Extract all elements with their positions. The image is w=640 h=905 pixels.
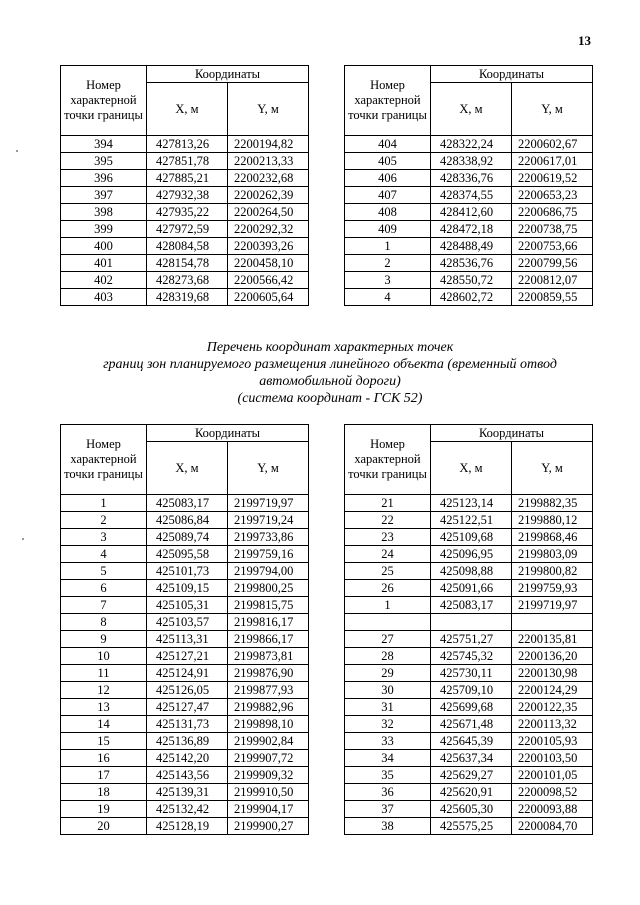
table-row — [61, 750, 309, 767]
table-row — [61, 733, 309, 750]
point-number-cell: 22 — [345, 512, 431, 529]
x-coordinate-cell: 425629,27 — [431, 767, 512, 784]
y-coordinate-cell: 2199907,72 — [228, 750, 309, 767]
point-number-cell: 38 — [345, 818, 431, 835]
x-coordinate-cell: 428602,72 — [431, 289, 512, 306]
y-coordinate-cell: 2200859,55 — [512, 289, 593, 306]
point-number-cell: 13 — [61, 699, 147, 716]
scan-speck — [22, 538, 24, 540]
point-number-cell: 401 — [61, 255, 147, 272]
x-coordinate-cell: 425105,31 — [147, 597, 228, 614]
point-number-cell: 15 — [61, 733, 147, 750]
y-coordinate-cell: 2200135,81 — [512, 631, 593, 648]
y-coordinate-cell: 2200103,50 — [512, 750, 593, 767]
x-coordinate-cell: 425089,74 — [147, 529, 228, 546]
y-coordinate-cell: 2200605,64 — [228, 289, 309, 306]
page-number: 13 — [578, 33, 591, 48]
table-row — [61, 784, 309, 801]
point-number-cell: 7 — [61, 597, 147, 614]
table-caption — [50, 339, 610, 407]
y-coordinate-cell: 2200264,50 — [228, 204, 309, 221]
table-row — [345, 512, 593, 529]
coords-table-top-right — [344, 65, 593, 306]
y-coordinate-cell — [512, 614, 593, 631]
table-row — [61, 272, 309, 289]
point-number-cell: 19 — [61, 801, 147, 818]
caption-line-3: автомобильной дороги) — [259, 374, 401, 389]
x-coordinate-cell: 428472,18 — [431, 221, 512, 238]
y-coordinate-cell: 2200232,68 — [228, 170, 309, 187]
header-coordinates: Координаты — [147, 425, 309, 442]
table-row — [345, 699, 593, 716]
x-coordinate-cell: 425083,17 — [431, 597, 512, 614]
table-row — [61, 818, 309, 835]
table-row — [61, 648, 309, 665]
header-point-number: Номер характерной точки границы — [345, 425, 431, 495]
y-coordinate-cell: 2200619,52 — [512, 170, 593, 187]
y-coordinate-cell: 2200098,52 — [512, 784, 593, 801]
point-number-cell: 405 — [345, 153, 431, 170]
x-coordinate-cell: 427851,78 — [147, 153, 228, 170]
table-row — [61, 238, 309, 255]
x-coordinate-cell: 425143,56 — [147, 767, 228, 784]
x-coordinate-cell: 427813,26 — [147, 136, 228, 153]
point-number-cell: 27 — [345, 631, 431, 648]
x-coordinate-cell: 425086,84 — [147, 512, 228, 529]
y-coordinate-cell: 2200130,98 — [512, 665, 593, 682]
point-number-cell: 395 — [61, 153, 147, 170]
table-row — [61, 221, 309, 238]
point-number-cell: 33 — [345, 733, 431, 750]
x-coordinate-cell: 425101,73 — [147, 563, 228, 580]
point-number-cell: 408 — [345, 204, 431, 221]
table-row — [61, 289, 309, 306]
header-x: X, м — [431, 442, 512, 495]
point-number-cell: 4 — [345, 289, 431, 306]
y-coordinate-cell: 2199759,16 — [228, 546, 309, 563]
table-row — [345, 221, 593, 238]
y-coordinate-cell: 2199910,50 — [228, 784, 309, 801]
table-row — [61, 597, 309, 614]
coords-table-bottom-left — [60, 424, 309, 835]
y-coordinate-cell: 2199733,86 — [228, 529, 309, 546]
table-row — [61, 495, 309, 512]
point-number-cell: 17 — [61, 767, 147, 784]
point-number-cell: 26 — [345, 580, 431, 597]
x-coordinate-cell: 425109,15 — [147, 580, 228, 597]
x-coordinate-cell: 425139,31 — [147, 784, 228, 801]
x-coordinate-cell: 428322,24 — [431, 136, 512, 153]
table-row — [345, 648, 593, 665]
point-number-cell: 400 — [61, 238, 147, 255]
y-coordinate-cell: 2199882,35 — [512, 495, 593, 512]
x-coordinate-cell: 428374,55 — [431, 187, 512, 204]
x-coordinate-cell: 428550,72 — [431, 272, 512, 289]
y-coordinate-cell: 2199866,17 — [228, 631, 309, 648]
table-row — [61, 614, 309, 631]
table-row — [345, 153, 593, 170]
x-coordinate-cell: 425575,25 — [431, 818, 512, 835]
caption-line-2: границ зон планируемого размещения линейного объекта (временный отвод — [103, 357, 557, 372]
table-row — [345, 529, 593, 546]
point-number-cell: 16 — [61, 750, 147, 767]
y-coordinate-cell: 2199898,10 — [228, 716, 309, 733]
table-row — [345, 204, 593, 221]
x-coordinate-cell: 425122,51 — [431, 512, 512, 529]
x-coordinate-cell: 427932,38 — [147, 187, 228, 204]
y-coordinate-cell: 2200617,01 — [512, 153, 593, 170]
point-number-cell: 3 — [61, 529, 147, 546]
caption-line-4: (система координат - ГСК 52) — [237, 391, 423, 406]
scan-speck — [16, 150, 18, 152]
y-coordinate-cell: 2199815,75 — [228, 597, 309, 614]
x-coordinate-cell: 425637,34 — [431, 750, 512, 767]
x-coordinate-cell: 425605,30 — [431, 801, 512, 818]
table-row — [345, 767, 593, 784]
point-number-cell: 14 — [61, 716, 147, 733]
point-number-cell: 1 — [345, 597, 431, 614]
x-coordinate-cell: 425098,88 — [431, 563, 512, 580]
point-number-cell: 8 — [61, 614, 147, 631]
point-number-cell: 402 — [61, 272, 147, 289]
table-row — [61, 187, 309, 204]
y-coordinate-cell: 2200113,32 — [512, 716, 593, 733]
y-coordinate-cell: 2200124,29 — [512, 682, 593, 699]
y-coordinate-cell: 2200292,32 — [228, 221, 309, 238]
y-coordinate-cell: 2199868,46 — [512, 529, 593, 546]
x-coordinate-cell: 428273,68 — [147, 272, 228, 289]
y-coordinate-cell: 2199800,82 — [512, 563, 593, 580]
y-coordinate-cell: 2200653,23 — [512, 187, 593, 204]
x-coordinate-cell: 425128,19 — [147, 818, 228, 835]
x-coordinate-cell: 425113,31 — [147, 631, 228, 648]
x-coordinate-cell: 425096,95 — [431, 546, 512, 563]
x-coordinate-cell: 425745,32 — [431, 648, 512, 665]
table-row — [345, 682, 593, 699]
table-row — [61, 682, 309, 699]
x-coordinate-cell: 425123,14 — [431, 495, 512, 512]
header-coordinates: Координаты — [431, 425, 593, 442]
point-number-cell: 25 — [345, 563, 431, 580]
y-coordinate-cell: 2199909,32 — [228, 767, 309, 784]
point-number-cell: 399 — [61, 221, 147, 238]
table-row — [345, 495, 593, 512]
y-coordinate-cell: 2199794,00 — [228, 563, 309, 580]
point-number-cell: 403 — [61, 289, 147, 306]
table-row — [61, 204, 309, 221]
table-row — [61, 529, 309, 546]
x-coordinate-cell: 425083,17 — [147, 495, 228, 512]
table-row — [61, 136, 309, 153]
header-y: Y, м — [512, 442, 593, 495]
x-coordinate-cell: 425109,68 — [431, 529, 512, 546]
y-coordinate-cell: 2200799,56 — [512, 255, 593, 272]
point-number-cell: 3 — [345, 272, 431, 289]
y-coordinate-cell: 2200213,33 — [228, 153, 309, 170]
coords-table-bottom-right — [344, 424, 593, 835]
table-row — [345, 665, 593, 682]
point-number-cell: 28 — [345, 648, 431, 665]
x-coordinate-cell: 425699,68 — [431, 699, 512, 716]
x-coordinate-cell: 425132,42 — [147, 801, 228, 818]
x-coordinate-cell: 425127,47 — [147, 699, 228, 716]
y-coordinate-cell: 2200393,26 — [228, 238, 309, 255]
y-coordinate-cell: 2200458,10 — [228, 255, 309, 272]
x-coordinate-cell: 428319,68 — [147, 289, 228, 306]
y-coordinate-cell: 2200122,35 — [512, 699, 593, 716]
point-number-cell: 6 — [61, 580, 147, 597]
y-coordinate-cell: 2199876,90 — [228, 665, 309, 682]
y-coordinate-cell: 2199902,84 — [228, 733, 309, 750]
y-coordinate-cell: 2200101,05 — [512, 767, 593, 784]
y-coordinate-cell: 2199882,96 — [228, 699, 309, 716]
point-number-cell: 398 — [61, 204, 147, 221]
y-coordinate-cell: 2199719,97 — [512, 597, 593, 614]
table-row — [345, 597, 593, 614]
point-number-cell: 12 — [61, 682, 147, 699]
table-row — [61, 546, 309, 563]
y-coordinate-cell: 2200136,20 — [512, 648, 593, 665]
y-coordinate-cell: 2200105,93 — [512, 733, 593, 750]
table-row — [61, 801, 309, 818]
point-number-cell: 34 — [345, 750, 431, 767]
y-coordinate-cell: 2200686,75 — [512, 204, 593, 221]
x-coordinate-cell: 425103,57 — [147, 614, 228, 631]
header-point-number: Номер характерной точки границы — [61, 425, 147, 495]
table-row — [345, 614, 593, 631]
point-number-cell: 1 — [345, 238, 431, 255]
point-number-cell: 32 — [345, 716, 431, 733]
x-coordinate-cell: 425095,58 — [147, 546, 228, 563]
table-row — [61, 563, 309, 580]
point-number-cell: 24 — [345, 546, 431, 563]
x-coordinate-cell: 428488,49 — [431, 238, 512, 255]
point-number-cell: 18 — [61, 784, 147, 801]
y-coordinate-cell: 2200753,66 — [512, 238, 593, 255]
coords-table-top-left — [60, 65, 309, 306]
point-number-cell: 10 — [61, 648, 147, 665]
y-coordinate-cell: 2199803,09 — [512, 546, 593, 563]
point-number-cell: 4 — [61, 546, 147, 563]
x-coordinate-cell: 428338,92 — [431, 153, 512, 170]
y-coordinate-cell: 2199759,93 — [512, 580, 593, 597]
header-x: X, м — [147, 83, 228, 136]
table-row — [345, 289, 593, 306]
x-coordinate-cell: 425131,73 — [147, 716, 228, 733]
point-number-cell: 397 — [61, 187, 147, 204]
table-row — [61, 716, 309, 733]
x-coordinate-cell: 425127,21 — [147, 648, 228, 665]
y-coordinate-cell: 2200812,07 — [512, 272, 593, 289]
point-number-cell: 11 — [61, 665, 147, 682]
x-coordinate-cell: 425645,39 — [431, 733, 512, 750]
y-coordinate-cell: 2200262,39 — [228, 187, 309, 204]
point-number-cell: 407 — [345, 187, 431, 204]
point-number-cell: 404 — [345, 136, 431, 153]
y-coordinate-cell: 2199900,27 — [228, 818, 309, 835]
table-row — [61, 512, 309, 529]
table-row — [345, 784, 593, 801]
point-number-cell: 1 — [61, 495, 147, 512]
point-number-cell: 36 — [345, 784, 431, 801]
header-x: X, м — [431, 83, 512, 136]
table-row — [345, 716, 593, 733]
point-number-cell: 23 — [345, 529, 431, 546]
point-number-cell: 29 — [345, 665, 431, 682]
point-number-cell: 20 — [61, 818, 147, 835]
y-coordinate-cell: 2200738,75 — [512, 221, 593, 238]
x-coordinate-cell: 427935,22 — [147, 204, 228, 221]
y-coordinate-cell: 2200602,67 — [512, 136, 593, 153]
x-coordinate-cell: 425126,05 — [147, 682, 228, 699]
x-coordinate-cell: 425091,66 — [431, 580, 512, 597]
x-coordinate-cell: 425709,10 — [431, 682, 512, 699]
table-row — [345, 631, 593, 648]
x-coordinate-cell: 428154,78 — [147, 255, 228, 272]
point-number-cell: 35 — [345, 767, 431, 784]
table-row — [345, 750, 593, 767]
y-coordinate-cell: 2199816,17 — [228, 614, 309, 631]
table-row — [345, 255, 593, 272]
point-number-cell: 31 — [345, 699, 431, 716]
header-point-number: Номер характерной точки границы — [61, 66, 147, 136]
x-coordinate-cell: 425142,20 — [147, 750, 228, 767]
y-coordinate-cell: 2199877,93 — [228, 682, 309, 699]
table-row — [345, 546, 593, 563]
y-coordinate-cell: 2199719,24 — [228, 512, 309, 529]
table-row — [61, 767, 309, 784]
point-number-cell — [345, 614, 431, 631]
point-number-cell: 30 — [345, 682, 431, 699]
point-number-cell: 409 — [345, 221, 431, 238]
x-coordinate-cell: 427972,59 — [147, 221, 228, 238]
header-y: Y, м — [512, 83, 593, 136]
header-x: X, м — [147, 442, 228, 495]
x-coordinate-cell: 428412,60 — [431, 204, 512, 221]
table-row — [61, 153, 309, 170]
y-coordinate-cell: 2199873,81 — [228, 648, 309, 665]
x-coordinate-cell: 428336,76 — [431, 170, 512, 187]
x-coordinate-cell: 425124,91 — [147, 665, 228, 682]
y-coordinate-cell: 2200093,88 — [512, 801, 593, 818]
y-coordinate-cell: 2200084,70 — [512, 818, 593, 835]
y-coordinate-cell: 2199719,97 — [228, 495, 309, 512]
header-coordinates: Координаты — [147, 66, 309, 83]
x-coordinate-cell: 428536,76 — [431, 255, 512, 272]
table-row — [61, 631, 309, 648]
point-number-cell: 394 — [61, 136, 147, 153]
point-number-cell: 2 — [345, 255, 431, 272]
header-coordinates: Координаты — [431, 66, 593, 83]
x-coordinate-cell: 425136,89 — [147, 733, 228, 750]
y-coordinate-cell: 2200194,82 — [228, 136, 309, 153]
y-coordinate-cell: 2199904,17 — [228, 801, 309, 818]
x-coordinate-cell: 428084,58 — [147, 238, 228, 255]
table-row — [345, 170, 593, 187]
table-row — [61, 255, 309, 272]
table-row — [345, 801, 593, 818]
x-coordinate-cell: 425730,11 — [431, 665, 512, 682]
header-y: Y, м — [228, 442, 309, 495]
point-number-cell: 2 — [61, 512, 147, 529]
x-coordinate-cell: 425620,91 — [431, 784, 512, 801]
table-row — [345, 818, 593, 835]
table-row — [345, 136, 593, 153]
point-number-cell: 21 — [345, 495, 431, 512]
table-row — [345, 580, 593, 597]
table-row — [345, 733, 593, 750]
header-y: Y, м — [228, 83, 309, 136]
point-number-cell: 396 — [61, 170, 147, 187]
table-row — [61, 170, 309, 187]
point-number-cell: 5 — [61, 563, 147, 580]
point-number-cell: 406 — [345, 170, 431, 187]
x-coordinate-cell: 425671,48 — [431, 716, 512, 733]
table-row — [345, 238, 593, 255]
x-coordinate-cell — [431, 614, 512, 631]
point-number-cell: 37 — [345, 801, 431, 818]
table-row — [61, 580, 309, 597]
point-number-cell: 9 — [61, 631, 147, 648]
table-row — [345, 187, 593, 204]
x-coordinate-cell: 425751,27 — [431, 631, 512, 648]
y-coordinate-cell: 2199800,25 — [228, 580, 309, 597]
table-row — [345, 272, 593, 289]
header-point-number: Номер характерной точки границы — [345, 66, 431, 136]
y-coordinate-cell: 2199880,12 — [512, 512, 593, 529]
x-coordinate-cell: 427885,21 — [147, 170, 228, 187]
table-row — [345, 563, 593, 580]
caption-line-1: Перечень координат характерных точек — [206, 340, 454, 355]
table-row — [61, 699, 309, 716]
table-row — [61, 665, 309, 682]
y-coordinate-cell: 2200566,42 — [228, 272, 309, 289]
